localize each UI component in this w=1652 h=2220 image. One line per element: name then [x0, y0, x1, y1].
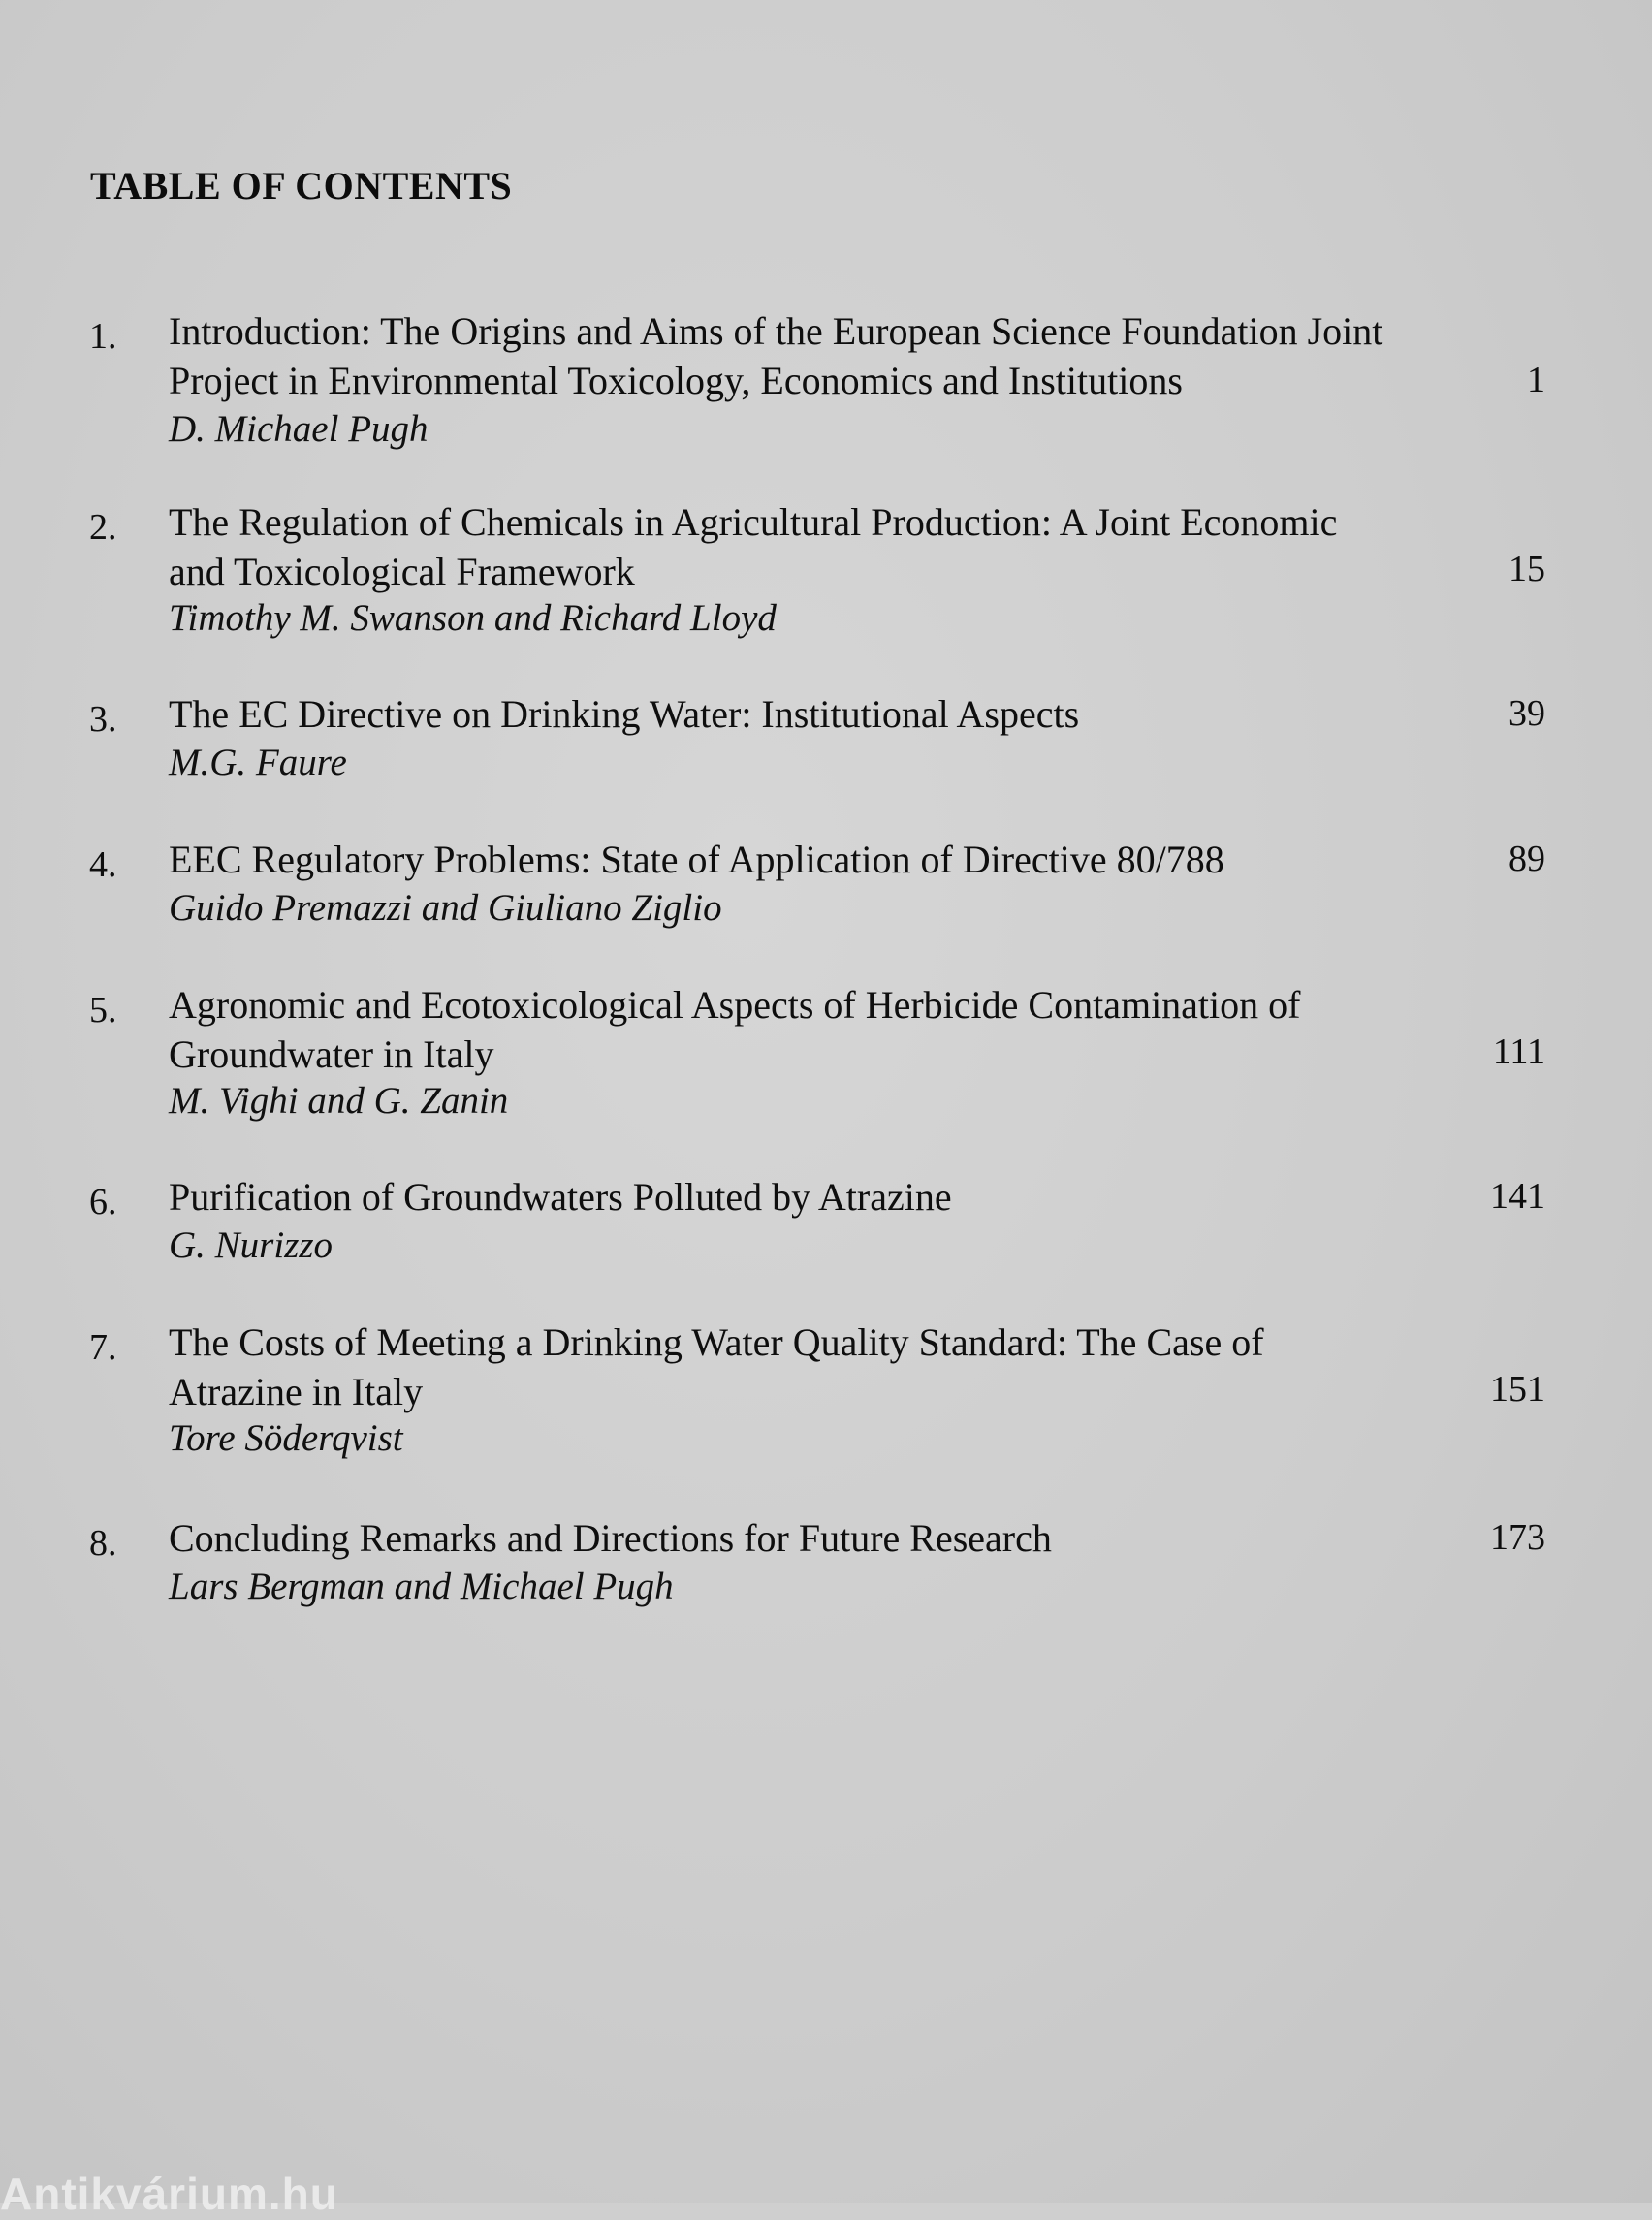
entry-title-line: Introduction: The Origins and Aims of the European Science Foundation Joint: [169, 309, 1383, 353]
entry-title-line: The Regulation of Chemicals in Agricultural Production: A Joint Economic: [169, 500, 1338, 544]
toc-entry-1: [0, 306, 1652, 461]
entry-title-line: Groundwater in Italy: [169, 1032, 494, 1076]
entry-page-number: 151: [1490, 1369, 1545, 1410]
entry-author: Guido Premazzi and Giuliano Ziglio: [169, 887, 722, 929]
entry-title: [169, 306, 1487, 405]
entry-title-line: EEC Regulatory Problems: State of Application of Directive 80/788: [169, 838, 1224, 881]
entry-author: M.G. Faure: [169, 742, 347, 783]
entry-page-number: 1: [1527, 360, 1545, 400]
entry-page-number: 111: [1492, 1031, 1545, 1072]
entry-number: 7.: [89, 1327, 117, 1368]
entry-author: D. Michael Pugh: [169, 408, 429, 450]
entry-number: 6.: [89, 1182, 117, 1222]
entry-number: 8.: [89, 1523, 117, 1564]
entry-number: 4.: [89, 844, 117, 885]
entry-author: G. Nurizzo: [169, 1224, 334, 1266]
toc-entry-8: [0, 1513, 1652, 1668]
entry-number: 1.: [89, 316, 117, 357]
entry-page-number: 39: [1509, 693, 1545, 734]
entry-title-line: and Toxicological Framework: [169, 550, 635, 593]
entry-title-line: Atrazine in Italy: [169, 1370, 424, 1413]
entry-page-number: 15: [1509, 549, 1545, 589]
entry-title: [169, 1317, 1487, 1416]
entry-title: [169, 835, 1487, 884]
entry-title-line: Purification of Groundwaters Polluted by Atrazine: [169, 1175, 952, 1219]
entry-author: Tore Söderqvist: [169, 1417, 403, 1459]
toc-heading: TABLE OF CONTENTS: [90, 164, 513, 207]
toc-entry-3: [0, 689, 1652, 844]
entry-author: Timothy M. Swanson and Richard Lloyd: [169, 597, 777, 639]
entry-author: Lars Bergman and Michael Pugh: [169, 1566, 674, 1607]
entry-title: [169, 497, 1487, 596]
entry-title: [169, 689, 1487, 739]
toc-entry-6: [0, 1172, 1652, 1327]
entry-page-number: 141: [1490, 1176, 1545, 1217]
toc-entry-2: [0, 497, 1652, 652]
entry-number: 5.: [89, 990, 117, 1031]
toc-entry-7: [0, 1317, 1652, 1473]
entry-number: 2.: [89, 507, 117, 548]
entry-title: [169, 980, 1487, 1079]
toc-entry-4: [0, 835, 1652, 990]
entry-title: [169, 1513, 1487, 1563]
watermark-logo: Antikvárium.hu: [0, 2169, 338, 2219]
entry-title-line: Project in Environmental Toxicology, Economics and Institutions: [169, 359, 1183, 402]
entry-title: [169, 1172, 1487, 1221]
entry-author: M. Vighi and G. Zanin: [169, 1080, 509, 1122]
entry-page-number: 89: [1509, 839, 1545, 879]
entry-title-line: The Costs of Meeting a Drinking Water Quality Standard: The Case of: [169, 1320, 1264, 1364]
toc-entry-5: [0, 980, 1652, 1135]
entry-title-line: The EC Directive on Drinking Water: Institutional Aspects: [169, 692, 1080, 736]
entry-page-number: 173: [1490, 1517, 1545, 1558]
entry-title-line: Agronomic and Ecotoxicological Aspects of Herbicide Contamination of: [169, 983, 1301, 1027]
entry-number: 3.: [89, 699, 117, 740]
entry-title-line: Concluding Remarks and Directions for Future Research: [169, 1516, 1052, 1560]
